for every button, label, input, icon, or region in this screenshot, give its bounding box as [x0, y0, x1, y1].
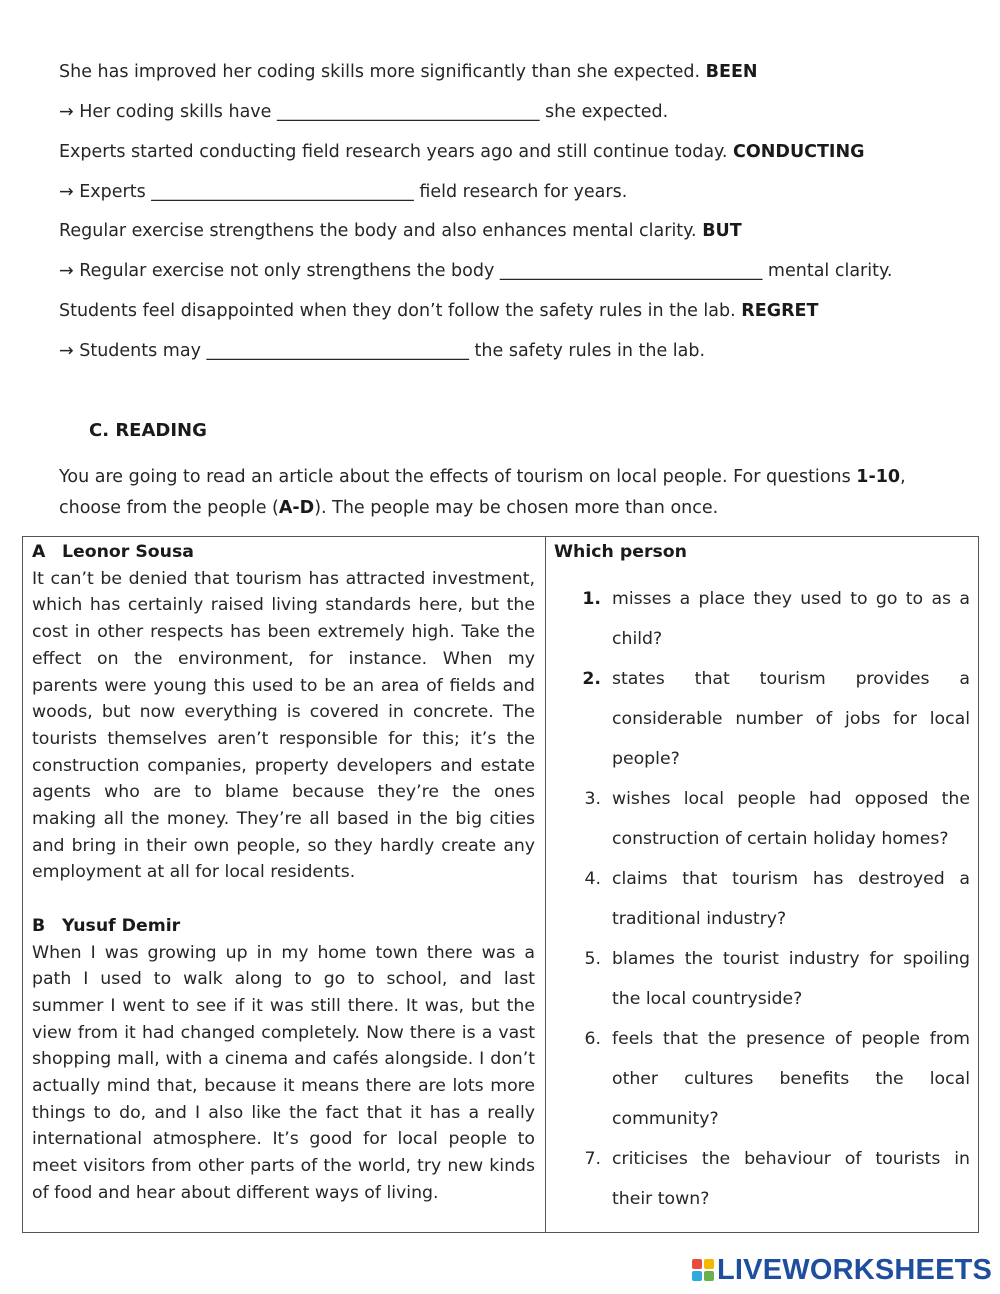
question-item: 3. wishes local people had opposed the construction of certain holiday homes? — [584, 789, 970, 849]
question-item: 1. misses a place they used to go to as a child? — [582, 589, 970, 649]
reading-instructions: You are going to read an article about the effects of tourism on local people. For questions 1-10, choose from the people (A-D). The people may be chosen more than once. — [59, 467, 906, 518]
question-item: 2. states that tourism provides a considerable number of jobs for local people? — [582, 669, 970, 769]
question-item: 4. claims that tourism has destroyed a traditional industry? — [584, 869, 970, 929]
liveworksheets-logo[interactable] — [692, 1253, 992, 1287]
transform-rewrite-3: → Regular exercise not only strengthens the body ______________________________ mental clarity. — [59, 261, 893, 281]
question-item: 5. blames the tourist industry for spoiling the local countryside? — [584, 949, 970, 1009]
transform-sentence-1: She has improved her coding skills more significantly than she expected. BEEN — [59, 62, 758, 82]
transform-sentence-3: Regular exercise strengthens the body and also enhances mental clarity. BUT — [59, 221, 742, 241]
keyword-regret: REGRET — [741, 301, 819, 321]
questions-column — [554, 539, 970, 1219]
keyword-conducting: CONDUCTING — [733, 142, 865, 162]
person-b-text: When I was growing up in my home town there was a path I used to walk along to go to school, and last summer I went to see if it was still there. It was, but the view from it had changed completely. Now there is a vast shopping mall, with a cinema and cafés alongside. I don’t actually mind that, because it means there are lots more things to do, and I also like the fact that it has a really international atmosphere. It’s good for local people to meet visitors from other parts of the world, try new kinds of food and hear about different ways of living. — [32, 942, 535, 1203]
person-a-heading: A Leonor Sousa — [32, 542, 194, 562]
texts-column — [32, 539, 535, 1207]
transform-rewrite-4: → Students may ______________________________ the safety rules in the lab. — [59, 341, 706, 361]
transform-sentence-4: Students feel disappointed when they don’t follow the safety rules in the lab. REGRET — [59, 301, 819, 321]
person-a-text: It can’t be denied that tourism has attracted investment, which has certainly raised living standards here, but the cost in other respects has been extremely high. Take the effect on the environment, for instance. When my parents were young this used to be an area of fields and woods, but now everything is covered in concrete. The tourists themselves aren’t responsible for this; it’s the construction companies, property developers and estate agents who are to blame because they’re the ones making all the money. They’re all based in the big cities and bring in their own people, so they hardly create any employment at all for local residents. — [32, 568, 535, 883]
questions-header: Which person — [554, 542, 687, 562]
section-heading-reading: C. READING — [89, 420, 207, 441]
keyword-but: BUT — [702, 221, 742, 241]
logo-text: LIVEWORKSHEETS — [717, 1253, 993, 1286]
column-divider — [545, 537, 546, 1232]
reading-table — [22, 536, 979, 1233]
transform-sentence-2: Experts started conducting field research years ago and still continue today. CONDUCTING — [59, 142, 865, 162]
question-item: 7. criticises the behaviour of tourists in their town? — [584, 1149, 970, 1209]
question-item: 6. feels that the presence of people from other cultures benefits the local community? — [584, 1029, 970, 1129]
keyword-been: BEEN — [705, 62, 758, 82]
liveworksheets-logo-icon — [692, 1259, 714, 1281]
transform-rewrite-1: → Her coding skills have ______________________________ she expected. — [59, 102, 669, 122]
person-b-heading: B Yusuf Demir — [32, 915, 181, 936]
transform-rewrite-2: → Experts ______________________________ field research for years. — [59, 182, 628, 202]
